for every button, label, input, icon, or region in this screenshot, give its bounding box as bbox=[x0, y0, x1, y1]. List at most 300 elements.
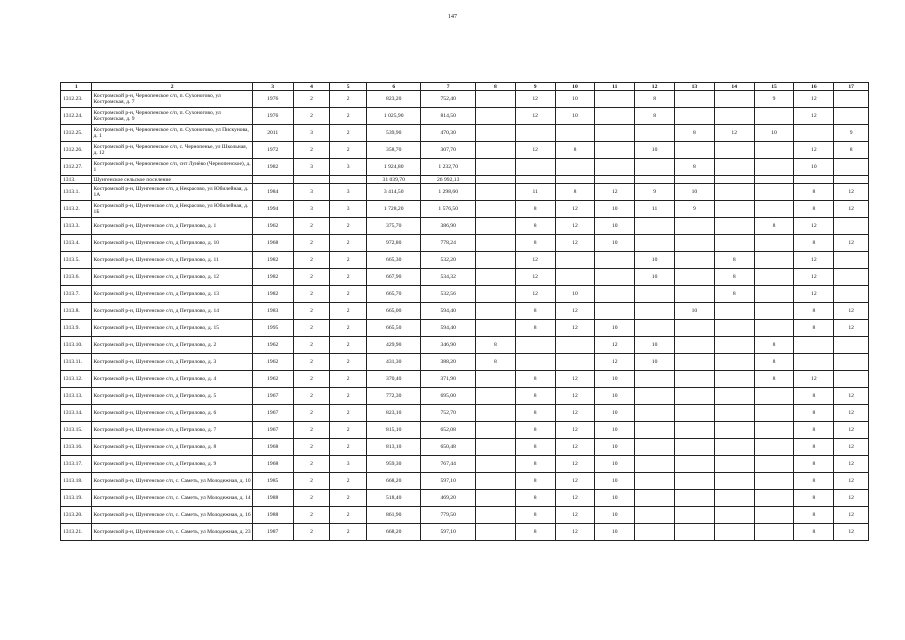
address-cell: Костромской р-н, Шунгенское с/п, д Некрасово, ул Юбилейная, д. 1А bbox=[92, 184, 252, 201]
living-area-cell: 1 232,70 bbox=[421, 159, 475, 176]
work-year-cell-col13 bbox=[675, 371, 715, 388]
work-year-cell-col16: 12 bbox=[794, 142, 834, 159]
row-number-cell: 1313.11. bbox=[61, 354, 92, 371]
work-year-cell-col10: 12 bbox=[555, 388, 595, 405]
work-year-cell-col14 bbox=[714, 201, 754, 218]
row-number-cell: 1313.16. bbox=[61, 439, 92, 456]
work-year-cell-col16: 8 bbox=[794, 201, 834, 218]
table-row bbox=[61, 252, 869, 269]
work-year-cell-col9 bbox=[515, 176, 555, 184]
work-year-cell-col14 bbox=[714, 235, 754, 252]
year-cell: 1982 bbox=[252, 269, 293, 286]
work-year-cell-col8 bbox=[475, 303, 515, 320]
row-number-cell: 1313.7. bbox=[61, 286, 92, 303]
work-year-cell-col14 bbox=[714, 91, 754, 108]
floors-cell: 2 bbox=[293, 303, 330, 320]
entrances-cell: 2 bbox=[330, 91, 367, 108]
year-cell: 1988 bbox=[252, 507, 293, 524]
work-year-cell-col9: 12 bbox=[515, 142, 555, 159]
work-year-cell-col10 bbox=[555, 337, 595, 354]
table-row bbox=[61, 337, 869, 354]
work-year-cell-col12 bbox=[635, 176, 675, 184]
address-cell: Костромской р-н, Шунгенское с/п, д Петрилово, д. 12 bbox=[92, 269, 252, 286]
work-year-cell-col8 bbox=[475, 91, 515, 108]
work-year-cell-col13: 10 bbox=[675, 303, 715, 320]
work-year-cell-col10 bbox=[555, 125, 595, 142]
work-year-cell-col13 bbox=[675, 405, 715, 422]
floors-cell: 2 bbox=[293, 371, 330, 388]
total-area-cell: 665,30 bbox=[366, 252, 420, 269]
work-year-cell-col17 bbox=[834, 159, 869, 176]
work-year-cell-col10: 12 bbox=[555, 320, 595, 337]
entrances-cell: 2 bbox=[330, 405, 367, 422]
floors-cell: 3 bbox=[293, 184, 330, 201]
work-year-cell-col13 bbox=[675, 320, 715, 337]
work-year-cell-col10 bbox=[555, 354, 595, 371]
floors-cell: 2 bbox=[293, 235, 330, 252]
header-row bbox=[61, 83, 869, 91]
year-cell: 1982 bbox=[252, 159, 293, 176]
work-year-cell-col10 bbox=[555, 269, 595, 286]
total-area-cell: 429,90 bbox=[366, 337, 420, 354]
year-cell: 1982 bbox=[252, 286, 293, 303]
floors-cell: 2 bbox=[293, 91, 330, 108]
work-year-cell-col14: 12 bbox=[714, 125, 754, 142]
work-year-cell-col9: 8 bbox=[515, 473, 555, 490]
floors-cell: 2 bbox=[293, 252, 330, 269]
living-area-cell: 469,20 bbox=[421, 490, 475, 507]
total-area-cell: 665,70 bbox=[366, 286, 420, 303]
work-year-cell-col15 bbox=[754, 303, 794, 320]
work-year-cell-col17 bbox=[834, 91, 869, 108]
address-cell: Костромской р-н, Чернопенское с/п, п. Сухоногово, ул Пискунова, д. 1 bbox=[92, 125, 252, 142]
work-year-cell-col11: 10 bbox=[595, 473, 635, 490]
entrances-cell: 2 bbox=[330, 490, 367, 507]
work-year-cell-col9: 8 bbox=[515, 303, 555, 320]
address-cell: Костромской р-н, Шунгенское с/п, д Некрасово, ул Юбилейная, д. 1Б bbox=[92, 201, 252, 218]
work-year-cell-col13 bbox=[675, 235, 715, 252]
entrances-cell: 2 bbox=[330, 142, 367, 159]
work-year-cell-col8 bbox=[475, 142, 515, 159]
work-year-cell-col8: 8 bbox=[475, 354, 515, 371]
work-year-cell-col12 bbox=[635, 405, 675, 422]
floors-cell: 2 bbox=[293, 218, 330, 235]
work-year-cell-col17: 12 bbox=[834, 422, 869, 439]
work-year-cell-col9: 8 bbox=[515, 524, 555, 541]
work-year-cell-col16: 8 bbox=[794, 388, 834, 405]
living-area-cell: 597,10 bbox=[421, 473, 475, 490]
work-year-cell-col13 bbox=[675, 142, 715, 159]
year-cell: 1994 bbox=[252, 201, 293, 218]
work-year-cell-col12 bbox=[635, 320, 675, 337]
floors-cell: 2 bbox=[293, 337, 330, 354]
work-year-cell-col17: 12 bbox=[834, 184, 869, 201]
work-year-cell-col12 bbox=[635, 473, 675, 490]
row-number-cell: 1313.19. bbox=[61, 490, 92, 507]
address-cell: Костромской р-н, Шунгенское с/п, д Петрилово, д. 2 bbox=[92, 337, 252, 354]
column-header-9: 9 bbox=[515, 83, 555, 91]
work-year-cell-col10: 12 bbox=[555, 303, 595, 320]
work-year-cell-col16 bbox=[794, 337, 834, 354]
work-year-cell-col16 bbox=[794, 354, 834, 371]
work-year-cell-col13 bbox=[675, 388, 715, 405]
table-row bbox=[61, 524, 869, 541]
floors-cell: 2 bbox=[293, 269, 330, 286]
entrances-cell: 2 bbox=[330, 473, 367, 490]
work-year-cell-col13: 8 bbox=[675, 125, 715, 142]
total-area-cell: 1 924,80 bbox=[366, 159, 420, 176]
year-cell: 1988 bbox=[252, 490, 293, 507]
work-year-cell-col14 bbox=[714, 184, 754, 201]
work-year-cell-col11 bbox=[595, 286, 635, 303]
work-year-cell-col13 bbox=[675, 286, 715, 303]
address-cell: Костромской р-н, Шунгенское с/п, с. Саметь, ул Молодежная, д. 14 bbox=[92, 490, 252, 507]
address-cell: Костромской р-н, Шунгенское с/п, с. Саметь, ул Молодежная, д. 23 bbox=[92, 524, 252, 541]
work-year-cell-col14 bbox=[714, 320, 754, 337]
column-header-12: 12 bbox=[635, 83, 675, 91]
total-area-cell: 972,80 bbox=[366, 235, 420, 252]
entrances-cell: 3 bbox=[330, 201, 367, 218]
total-area-cell: 772,30 bbox=[366, 388, 420, 405]
column-header-17: 17 bbox=[834, 83, 869, 91]
living-area-cell: 388,20 bbox=[421, 354, 475, 371]
work-year-cell-col13 bbox=[675, 507, 715, 524]
total-area-cell: 667,90 bbox=[366, 269, 420, 286]
total-area-cell: 375,70 bbox=[366, 218, 420, 235]
entrances-cell: 2 bbox=[330, 337, 367, 354]
work-year-cell-col16: 12 bbox=[794, 269, 834, 286]
work-year-cell-col11: 10 bbox=[595, 524, 635, 541]
work-year-cell-col15 bbox=[754, 142, 794, 159]
work-year-cell-col13 bbox=[675, 490, 715, 507]
year-cell: 1968 bbox=[252, 439, 293, 456]
work-year-cell-col13: 8 bbox=[675, 159, 715, 176]
work-year-cell-col12: 8 bbox=[635, 91, 675, 108]
floors-cell: 2 bbox=[293, 490, 330, 507]
table-row bbox=[61, 473, 869, 490]
work-year-cell-col13 bbox=[675, 473, 715, 490]
living-area-cell: 386,90 bbox=[421, 218, 475, 235]
section-name-cell: Шунгенское сельское поселение bbox=[92, 176, 252, 184]
year-cell: 1976 bbox=[252, 91, 293, 108]
year-cell: 1995 bbox=[252, 320, 293, 337]
entrances-cell: 3 bbox=[330, 159, 367, 176]
work-year-cell-col9 bbox=[515, 354, 555, 371]
row-number-cell: 1313.8. bbox=[61, 303, 92, 320]
row-number-cell: 1313.15. bbox=[61, 422, 92, 439]
entrances-cell: 3 bbox=[330, 456, 367, 473]
living-area-cell: 307,70 bbox=[421, 142, 475, 159]
work-year-cell-col9: 12 bbox=[515, 252, 555, 269]
work-year-cell-col15 bbox=[754, 184, 794, 201]
floors-cell: 2 bbox=[293, 405, 330, 422]
floors-cell: 2 bbox=[293, 422, 330, 439]
work-year-cell-col13 bbox=[675, 91, 715, 108]
work-year-cell-col12 bbox=[635, 456, 675, 473]
work-year-cell-col10: 12 bbox=[555, 218, 595, 235]
column-header-5: 5 bbox=[330, 83, 367, 91]
row-number-cell: 1313.12. bbox=[61, 371, 92, 388]
table-row bbox=[61, 320, 869, 337]
column-header-4: 4 bbox=[293, 83, 330, 91]
work-year-cell-col15 bbox=[754, 422, 794, 439]
work-year-cell-col12 bbox=[635, 439, 675, 456]
year-cell: 1982 bbox=[252, 252, 293, 269]
work-year-cell-col16: 12 bbox=[794, 371, 834, 388]
work-year-cell-col10: 10 bbox=[555, 108, 595, 125]
living-area-cell: 779,50 bbox=[421, 507, 475, 524]
work-year-cell-col9: 8 bbox=[515, 201, 555, 218]
work-year-cell-col15 bbox=[754, 235, 794, 252]
total-area-cell: 431,30 bbox=[366, 354, 420, 371]
work-year-cell-col16: 8 bbox=[794, 184, 834, 201]
work-year-cell-col15: 8 bbox=[754, 218, 794, 235]
address-cell: Костромской р-н, Шунгенское с/п, д Петрилово, д. 8 bbox=[92, 439, 252, 456]
row-number-cell: 1313.17. bbox=[61, 456, 92, 473]
work-year-cell-col8 bbox=[475, 405, 515, 422]
row-number-cell: 1312.27. bbox=[61, 159, 92, 176]
work-year-cell-col12 bbox=[635, 507, 675, 524]
work-year-cell-col16 bbox=[794, 176, 834, 184]
table-row bbox=[61, 269, 869, 286]
total-area-cell: 815,10 bbox=[366, 422, 420, 439]
table-row bbox=[61, 456, 869, 473]
row-number-cell: 1313.9. bbox=[61, 320, 92, 337]
work-year-cell-col15 bbox=[754, 490, 794, 507]
work-year-cell-col15 bbox=[754, 524, 794, 541]
work-year-cell-col17: 12 bbox=[834, 490, 869, 507]
work-year-cell-col15 bbox=[754, 507, 794, 524]
row-number-cell: 1313.10. bbox=[61, 337, 92, 354]
work-year-cell-col11: 10 bbox=[595, 371, 635, 388]
column-header-7: 7 bbox=[421, 83, 475, 91]
address-cell: Костромской р-н, Шунгенское с/п, д Петрилово, д. 14 bbox=[92, 303, 252, 320]
work-year-cell-col12 bbox=[635, 159, 675, 176]
work-year-cell-col14 bbox=[714, 159, 754, 176]
row-number-cell: 1313.4. bbox=[61, 235, 92, 252]
work-year-cell-col17: 12 bbox=[834, 405, 869, 422]
work-year-cell-col14 bbox=[714, 507, 754, 524]
work-year-cell-col12: 10 bbox=[635, 252, 675, 269]
work-year-cell-col10: 12 bbox=[555, 524, 595, 541]
work-year-cell-col17 bbox=[834, 337, 869, 354]
year-cell: 1962 bbox=[252, 354, 293, 371]
row-number-cell: 1313.5. bbox=[61, 252, 92, 269]
floors-cell: 3 bbox=[293, 201, 330, 218]
address-cell: Костромской р-н, Чернопенское с/п, п. Сухоногово, ул Костромская, д. 9 bbox=[92, 108, 252, 125]
floors-cell: 2 bbox=[293, 388, 330, 405]
row-number-cell: 1313.2. bbox=[61, 201, 92, 218]
work-year-cell-col8 bbox=[475, 473, 515, 490]
work-year-cell-col15 bbox=[754, 201, 794, 218]
floors-cell: 2 bbox=[293, 524, 330, 541]
work-year-cell-col15 bbox=[754, 388, 794, 405]
column-header-13: 13 bbox=[675, 83, 715, 91]
row-number-cell: 1312.26. bbox=[61, 142, 92, 159]
work-year-cell-col15: 9 bbox=[754, 91, 794, 108]
work-year-cell-col15 bbox=[754, 269, 794, 286]
work-year-cell-col14 bbox=[714, 388, 754, 405]
address-cell: Костромской р-н, Чернопенское с/п, с. Чернопенье, ул Школьная, д. 12 bbox=[92, 142, 252, 159]
work-year-cell-col15 bbox=[754, 286, 794, 303]
work-year-cell-col15 bbox=[754, 405, 794, 422]
work-year-cell-col11 bbox=[595, 303, 635, 320]
work-year-cell-col17 bbox=[834, 371, 869, 388]
section-row bbox=[61, 176, 869, 184]
work-year-cell-col17: 9 bbox=[834, 125, 869, 142]
total-area-cell: 31 039,70 bbox=[366, 176, 420, 184]
work-year-cell-col11 bbox=[595, 159, 635, 176]
work-year-cell-col12: 10 bbox=[635, 337, 675, 354]
entrances-cell: 2 bbox=[330, 371, 367, 388]
work-year-cell-col11: 10 bbox=[595, 439, 635, 456]
work-year-cell-col12 bbox=[635, 422, 675, 439]
work-year-cell-col12: 10 bbox=[635, 269, 675, 286]
work-year-cell-col8 bbox=[475, 108, 515, 125]
work-year-cell-col15 bbox=[754, 439, 794, 456]
column-header-2: 2 bbox=[92, 83, 252, 91]
table-row bbox=[61, 388, 869, 405]
entrances-cell: 2 bbox=[330, 125, 367, 142]
work-year-cell-col10 bbox=[555, 252, 595, 269]
work-year-cell-col16: 8 bbox=[794, 405, 834, 422]
work-year-cell-col13 bbox=[675, 108, 715, 125]
work-year-cell-col16: 8 bbox=[794, 456, 834, 473]
total-area-cell: 665,50 bbox=[366, 320, 420, 337]
table-row bbox=[61, 218, 869, 235]
address-cell: Костромской р-н, Шунгенское с/п, д Петрилово, д. 7 bbox=[92, 422, 252, 439]
table-row bbox=[61, 439, 869, 456]
total-area-cell: 668,20 bbox=[366, 524, 420, 541]
table-row bbox=[61, 303, 869, 320]
work-year-cell-col8: 8 bbox=[475, 337, 515, 354]
work-year-cell-col13: 10 bbox=[675, 184, 715, 201]
table-row bbox=[61, 125, 869, 142]
work-year-cell-col9 bbox=[515, 159, 555, 176]
work-year-cell-col14 bbox=[714, 405, 754, 422]
work-year-cell-col9: 8 bbox=[515, 422, 555, 439]
work-year-cell-col8 bbox=[475, 422, 515, 439]
floors-cell: 2 bbox=[293, 439, 330, 456]
work-year-cell-col16: 12 bbox=[794, 108, 834, 125]
total-area-cell: 370,40 bbox=[366, 371, 420, 388]
entrances-cell: 2 bbox=[330, 252, 367, 269]
row-number-cell: 1312.25. bbox=[61, 125, 92, 142]
total-area-cell: 3 414,50 bbox=[366, 184, 420, 201]
entrances-cell: 2 bbox=[330, 286, 367, 303]
year-cell: 1968 bbox=[252, 235, 293, 252]
work-year-cell-col8 bbox=[475, 184, 515, 201]
work-year-cell-col9: 8 bbox=[515, 456, 555, 473]
work-year-cell-col11 bbox=[595, 125, 635, 142]
work-year-cell-col12: 10 bbox=[635, 354, 675, 371]
work-year-cell-col10: 12 bbox=[555, 473, 595, 490]
column-header-1: 1 bbox=[61, 83, 92, 91]
floors-cell: 2 bbox=[293, 473, 330, 490]
table-row bbox=[61, 286, 869, 303]
work-year-cell-col11: 10 bbox=[595, 507, 635, 524]
column-header-11: 11 bbox=[595, 83, 635, 91]
table-row bbox=[61, 159, 869, 176]
column-header-14: 14 bbox=[714, 83, 754, 91]
work-year-cell-col8 bbox=[475, 507, 515, 524]
address-cell: Костромской р-н, Шунгенское с/п, д Петрилово, д. 1 bbox=[92, 218, 252, 235]
work-year-cell-col10 bbox=[555, 176, 595, 184]
address-cell: Костромской р-н, Шунгенское с/п, д Петрилово, д. 6 bbox=[92, 405, 252, 422]
living-area-cell: 752,70 bbox=[421, 405, 475, 422]
work-year-cell-col11 bbox=[595, 91, 635, 108]
work-year-cell-col12 bbox=[635, 125, 675, 142]
work-year-cell-col8 bbox=[475, 235, 515, 252]
entrances-cell: 2 bbox=[330, 524, 367, 541]
row-number-cell: 1313. bbox=[61, 176, 92, 184]
work-year-cell-col13 bbox=[675, 422, 715, 439]
work-year-cell-col17 bbox=[834, 108, 869, 125]
work-year-cell-col12 bbox=[635, 388, 675, 405]
work-year-cell-col12 bbox=[635, 218, 675, 235]
work-year-cell-col10: 12 bbox=[555, 201, 595, 218]
work-year-cell-col10: 12 bbox=[555, 371, 595, 388]
table-row bbox=[61, 422, 869, 439]
work-year-cell-col17 bbox=[834, 354, 869, 371]
living-area-cell: 652,08 bbox=[421, 422, 475, 439]
work-year-cell-col9: 8 bbox=[515, 490, 555, 507]
work-year-cell-col17: 12 bbox=[834, 235, 869, 252]
work-year-cell-col9: 12 bbox=[515, 91, 555, 108]
work-year-cell-col16: 8 bbox=[794, 490, 834, 507]
work-year-cell-col14 bbox=[714, 371, 754, 388]
entrances-cell: 2 bbox=[330, 303, 367, 320]
work-year-cell-col14 bbox=[714, 524, 754, 541]
row-number-cell: 1313.14. bbox=[61, 405, 92, 422]
work-year-cell-col10: 12 bbox=[555, 456, 595, 473]
year-cell: 1984 bbox=[252, 184, 293, 201]
work-year-cell-col16: 12 bbox=[794, 218, 834, 235]
work-year-cell-col17: 12 bbox=[834, 320, 869, 337]
work-year-cell-col11: 10 bbox=[595, 388, 635, 405]
work-year-cell-col17 bbox=[834, 269, 869, 286]
work-year-cell-col12 bbox=[635, 371, 675, 388]
total-area-cell: 1 025,90 bbox=[366, 108, 420, 125]
work-year-cell-col13 bbox=[675, 354, 715, 371]
work-year-cell-col11: 10 bbox=[595, 422, 635, 439]
work-year-cell-col13 bbox=[675, 269, 715, 286]
column-header-6: 6 bbox=[366, 83, 420, 91]
work-year-cell-col9: 8 bbox=[515, 405, 555, 422]
work-year-cell-col16: 8 bbox=[794, 320, 834, 337]
address-cell: Костромской р-н, Шунгенское с/п, д Петрилово, д. 9 bbox=[92, 456, 252, 473]
work-year-cell-col10: 12 bbox=[555, 235, 595, 252]
address-cell: Костромской р-н, Шунгенское с/п, д Петрилово, д. 10 bbox=[92, 235, 252, 252]
work-year-cell-col11 bbox=[595, 142, 635, 159]
column-header-16: 16 bbox=[794, 83, 834, 91]
work-year-cell-col9: 12 bbox=[515, 269, 555, 286]
year-cell: 1983 bbox=[252, 303, 293, 320]
work-year-cell-col17 bbox=[834, 218, 869, 235]
work-year-cell-col10 bbox=[555, 159, 595, 176]
work-year-cell-col14 bbox=[714, 142, 754, 159]
column-header-8: 8 bbox=[475, 83, 515, 91]
entrances-cell bbox=[330, 176, 367, 184]
work-year-cell-col8 bbox=[475, 125, 515, 142]
work-year-cell-col14 bbox=[714, 439, 754, 456]
work-year-cell-col13 bbox=[675, 456, 715, 473]
living-area-cell: 814,50 bbox=[421, 108, 475, 125]
work-year-cell-col11: 10 bbox=[595, 320, 635, 337]
work-year-cell-col16: 8 bbox=[794, 439, 834, 456]
entrances-cell: 2 bbox=[330, 269, 367, 286]
work-year-cell-col9: 11 bbox=[515, 184, 555, 201]
